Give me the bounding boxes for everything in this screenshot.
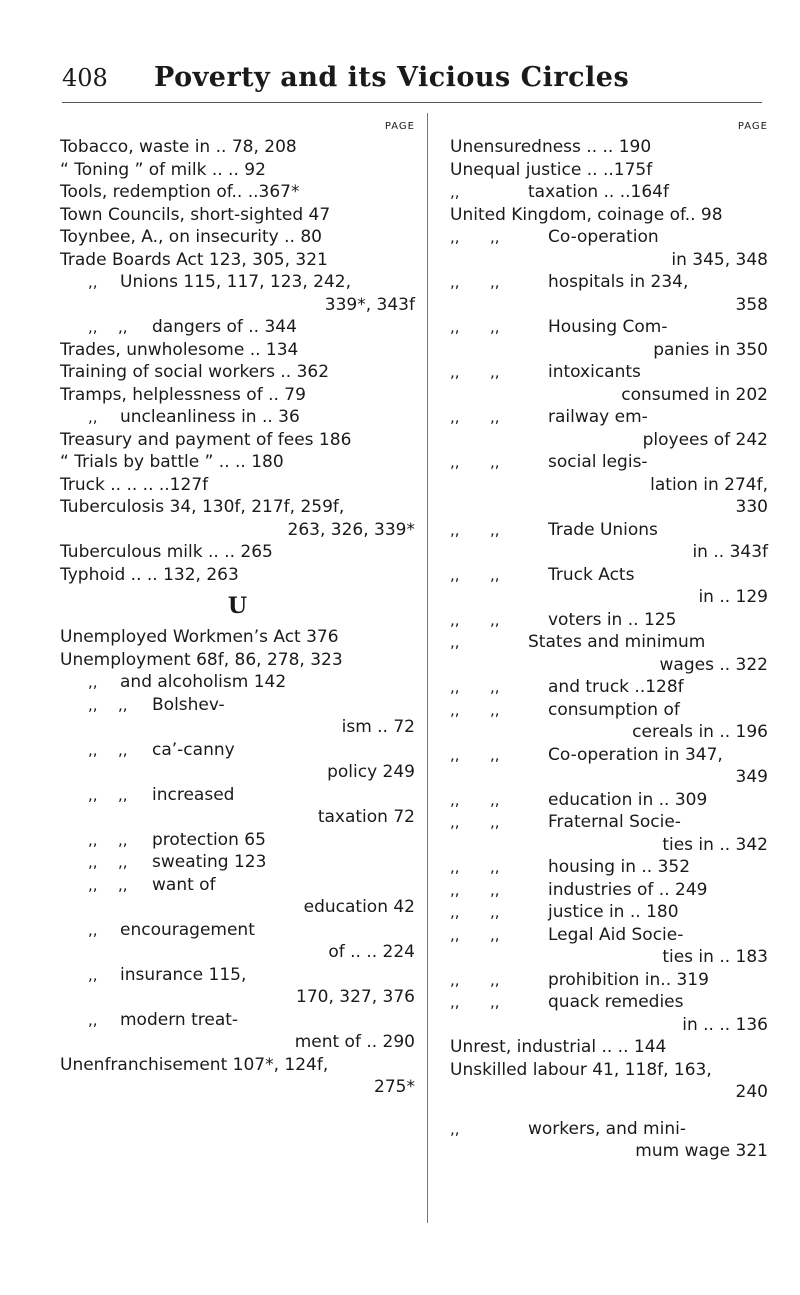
index-entry	[450, 811, 768, 856]
ditto-mark: ,,	[490, 678, 500, 696]
entry-text: quack remedies	[548, 992, 684, 1012]
entry-continuation: of .. .. 224	[328, 942, 415, 962]
index-entry	[60, 384, 415, 407]
index-entry	[60, 851, 415, 874]
ditto-mark: ,,	[450, 745, 460, 764]
entry-continuation: mum wage 321	[635, 1141, 768, 1161]
entry-text: Unions 115, 117, 123, 242,	[120, 272, 351, 292]
entry-text: United Kingdom, coinage of.. 98	[450, 204, 723, 225]
ditto-mark: ,,	[490, 318, 500, 336]
entry-text: taxation .. ..164f	[528, 182, 669, 202]
index-entry	[60, 1054, 415, 1099]
ditto-mark: ,,	[118, 695, 128, 714]
entry-continuation: 339*, 343f	[324, 294, 415, 315]
ditto-mark: ,,	[88, 318, 98, 336]
index-entry	[60, 406, 415, 429]
ditto-mark: ,,	[450, 228, 460, 246]
ditto-mark: ,,	[490, 790, 500, 809]
entry-continuation: ployees of 242	[642, 429, 768, 450]
index-entry	[450, 271, 768, 316]
index-entry	[450, 1059, 768, 1104]
entry-text: Training of social workers .. 362	[60, 362, 330, 382]
ditto-mark: ,,	[450, 700, 460, 719]
ditto-mark: ,,	[88, 740, 98, 759]
ditto-mark: ,,	[450, 183, 460, 201]
entry-text: dangers of .. 344	[152, 317, 297, 337]
entry-text: justice in .. 180	[548, 902, 679, 922]
index-block-u-continued	[450, 136, 768, 1163]
spacer	[450, 1104, 768, 1118]
ditto-mark: ,,	[490, 700, 500, 719]
index-entry	[60, 874, 415, 919]
index-entry	[60, 964, 415, 1009]
entry-text: Legal Aid Socie-	[548, 924, 684, 945]
ditto-mark: ,,	[88, 408, 98, 426]
entry-text: Bolshev-	[152, 694, 225, 715]
index-entry	[60, 564, 415, 587]
entry-text: sweating 123	[152, 852, 267, 872]
entry-text: housing in .. 352	[548, 857, 691, 877]
entry-text: Unrest, industrial .. .. 144	[450, 1037, 667, 1057]
index-entry	[60, 159, 415, 182]
running-header	[62, 62, 762, 103]
entry-continuation: cereals in .. 196	[632, 722, 768, 742]
ditto-mark: ,,	[88, 965, 98, 984]
ditto-mark: ,,	[450, 903, 460, 921]
index-entry	[450, 1118, 768, 1163]
entry-text: Unequal justice .. ..175f	[450, 159, 653, 180]
ditto-mark: ,,	[118, 830, 128, 849]
index-entry	[450, 609, 768, 632]
entry-continuation: 263, 326, 339*	[287, 519, 415, 540]
entry-text: insurance 115,	[120, 964, 247, 985]
entry-text: industries of .. 249	[548, 879, 708, 900]
entry-continuation: education 42	[303, 897, 415, 917]
index-entry	[450, 699, 768, 744]
ditto-mark: ,,	[490, 858, 500, 876]
ditto-mark: ,,	[450, 678, 460, 696]
entry-text: intoxicants	[548, 362, 641, 382]
entry-continuation: panies in 350	[653, 339, 768, 360]
ditto-mark: ,,	[490, 610, 500, 629]
entry-text: Co-operation in 347,	[548, 744, 723, 765]
ditto-mark: ,,	[118, 785, 128, 804]
ditto-mark: ,,	[490, 925, 500, 944]
index-block-u	[60, 626, 415, 1099]
entry-text: “ Toning ” of milk .. .. 92	[60, 159, 266, 180]
entry-continuation: lation in 274f,	[650, 474, 768, 495]
index-entry	[60, 694, 415, 739]
ditto-mark: ,,	[490, 993, 500, 1011]
entry-continuation: 358	[735, 294, 768, 315]
entry-text: Trades, unwholesome .. 134	[60, 339, 299, 360]
ditto-mark: ,,	[450, 858, 460, 876]
entry-continuation: ment of .. 290	[294, 1032, 415, 1052]
entry-continuation: in 345, 348	[671, 249, 768, 270]
index-entry	[450, 924, 768, 969]
ditto-mark: ,,	[490, 408, 500, 426]
entry-text: Tools, redemption of.. ..367*	[60, 182, 300, 202]
entry-text: “ Trials by battle ” .. .. 180	[60, 452, 284, 472]
entry-text: Unskilled labour 41, 118f, 163,	[450, 1059, 712, 1080]
ditto-mark: ,,	[490, 565, 500, 584]
ditto-mark: ,,	[118, 740, 128, 759]
entry-text: modern treat-	[120, 1009, 239, 1030]
index-entry	[60, 204, 415, 227]
entry-text: States and minimum	[528, 632, 706, 652]
index-entry	[60, 784, 415, 829]
entry-text: and alcoholism 142	[120, 672, 287, 692]
entry-continuation: in .. .. 136	[682, 1014, 768, 1035]
entry-text: Tuberculosis 34, 130f, 217f, 259f,	[60, 497, 345, 517]
ditto-mark: ,,	[450, 633, 460, 651]
entry-text: and truck ..128f	[548, 677, 684, 697]
index-entry	[60, 226, 415, 249]
ditto-mark: ,,	[490, 363, 500, 381]
entry-text: protection 65	[152, 829, 266, 850]
entry-continuation: wages .. 322	[659, 654, 768, 675]
index-entry	[450, 316, 768, 361]
ditto-mark: ,,	[450, 1119, 460, 1138]
index-entry	[450, 496, 768, 519]
index-entry	[450, 159, 768, 182]
entry-continuation: policy 249	[327, 762, 415, 782]
entry-text: Trade Unions	[548, 519, 658, 540]
entry-text: Truck Acts	[548, 564, 635, 585]
index-entry	[60, 136, 415, 159]
index-entry	[450, 969, 768, 992]
index-entry	[450, 1036, 768, 1059]
index-entry	[450, 789, 768, 812]
ditto-mark: ,,	[450, 520, 460, 539]
index-entry	[450, 631, 768, 676]
index-entry	[60, 249, 415, 272]
page-column-label: PAGE	[384, 121, 415, 132]
entry-continuation: 240	[735, 1082, 768, 1102]
index-entry	[450, 879, 768, 902]
index-entry	[60, 451, 415, 474]
index-entry	[450, 136, 768, 159]
index-entry	[450, 406, 768, 451]
entry-continuation: in .. 343f	[692, 542, 768, 562]
entry-continuation: ties in .. 342	[662, 834, 768, 855]
ditto-mark: ,,	[88, 875, 98, 894]
entry-text: Unensuredness .. .. 190	[450, 137, 652, 157]
index-entry	[60, 496, 415, 541]
index-entry	[450, 901, 768, 924]
ditto-mark: ,,	[88, 273, 98, 291]
ditto-mark: ,,	[450, 925, 460, 944]
ditto-mark: ,,	[118, 853, 128, 871]
ditto-mark: ,,	[88, 853, 98, 871]
entry-continuation: in .. 129	[698, 587, 768, 607]
entry-text: social legis-	[548, 452, 648, 472]
entry-text: Unemployed Workmen’s Act 376	[60, 627, 339, 647]
ditto-mark: ,,	[450, 813, 460, 831]
entry-text: Co-operation	[548, 227, 659, 247]
index-entry	[450, 744, 768, 789]
index-entry	[60, 541, 415, 564]
index-entry	[450, 519, 768, 564]
ditto-mark: ,,	[88, 830, 98, 849]
entry-text: increased	[152, 784, 235, 805]
index-entry	[450, 676, 768, 699]
entry-text: Treasury and payment of fees 186	[60, 429, 352, 450]
index-entry	[60, 181, 415, 204]
index-entry	[60, 1009, 415, 1054]
entry-continuation: consumed in 202	[621, 384, 768, 405]
ditto-mark: ,,	[450, 880, 460, 899]
entry-continuation: 349	[735, 767, 768, 787]
ditto-mark: ,,	[88, 1010, 98, 1029]
entry-continuation: 330	[735, 497, 768, 517]
index-entry	[60, 339, 415, 362]
ditto-mark: ,,	[88, 673, 98, 691]
entry-continuation: ism .. 72	[341, 717, 415, 737]
ditto-mark: ,,	[450, 993, 460, 1011]
ditto-mark: ,,	[450, 318, 460, 336]
index-entry	[60, 649, 415, 672]
ditto-mark: ,,	[450, 408, 460, 426]
ditto-mark: ,,	[118, 875, 128, 894]
ditto-mark: ,,	[490, 813, 500, 831]
entry-text: workers, and mini-	[528, 1118, 686, 1139]
entry-continuation: taxation 72	[317, 807, 415, 827]
page-column-label: PAGE	[737, 121, 768, 132]
index-entry	[450, 361, 768, 406]
entry-continuation: ties in .. 183	[662, 947, 768, 967]
index-entry	[60, 361, 415, 384]
index-column-left	[60, 118, 415, 1099]
entry-text: railway em-	[548, 407, 648, 427]
entry-text: uncleanliness in .. 36	[120, 407, 300, 427]
entry-text: hospitals in 234,	[548, 272, 689, 292]
index-entry	[60, 626, 415, 649]
ditto-mark: ,,	[490, 903, 500, 921]
index-column-right	[450, 118, 768, 1163]
entry-text: consumption of	[548, 699, 680, 720]
entry-text: Typhoid .. .. 132, 263	[60, 564, 239, 585]
index-entry	[450, 564, 768, 609]
ditto-mark: ,,	[450, 970, 460, 989]
entry-text: Tramps, helplessness of .. 79	[60, 384, 306, 405]
index-entry	[60, 919, 415, 964]
entry-text: Unemployment 68f, 86, 278, 323	[60, 649, 343, 670]
ditto-mark: ,,	[88, 920, 98, 939]
index-entry	[60, 316, 415, 339]
index-entry	[60, 429, 415, 452]
ditto-mark: ,,	[88, 695, 98, 714]
index-entry	[450, 226, 768, 271]
ditto-mark: ,,	[490, 520, 500, 539]
column-divider	[427, 113, 428, 1223]
ditto-mark: ,,	[118, 318, 128, 336]
index-entry	[60, 739, 415, 784]
entry-text: education in .. 309	[548, 789, 708, 810]
entry-text: encouragement	[120, 919, 255, 940]
entry-text: Fraternal Socie-	[548, 812, 681, 832]
index-entry	[60, 829, 415, 852]
entry-text: Trade Boards Act 123, 305, 321	[60, 249, 328, 270]
index-entry	[60, 671, 415, 694]
index-entry	[60, 271, 415, 316]
index-entry	[450, 204, 768, 227]
running-title: Poverty and its Vicious Circles	[154, 62, 630, 93]
ditto-mark: ,,	[450, 453, 460, 471]
index-entry	[450, 451, 768, 496]
ditto-mark: ,,	[450, 610, 460, 629]
section-letter: U	[227, 593, 248, 619]
entry-text: ca’-canny	[152, 739, 235, 760]
entry-text: Town Councils, short-sighted 47	[60, 204, 331, 225]
index-entry	[450, 181, 768, 204]
page-number: 408	[62, 64, 108, 92]
ditto-mark: ,,	[450, 273, 460, 291]
ditto-mark: ,,	[450, 790, 460, 809]
index-entry	[450, 856, 768, 879]
entry-text: Tobacco, waste in .. 78, 208	[60, 137, 297, 157]
ditto-mark: ,,	[450, 363, 460, 381]
ditto-mark: ,,	[490, 880, 500, 899]
ditto-mark: ,,	[490, 453, 500, 471]
entry-text: Toynbee, A., on insecurity .. 80	[60, 227, 322, 247]
entry-text: prohibition in.. 319	[548, 969, 709, 990]
entry-text: Tuberculous milk .. .. 265	[60, 542, 273, 562]
entry-continuation: 275*	[374, 1077, 415, 1097]
ditto-mark: ,,	[490, 273, 500, 291]
entry-text: Housing Com-	[548, 317, 668, 337]
entry-text: Unenfranchisement 107*, 124f,	[60, 1054, 329, 1075]
ditto-mark: ,,	[490, 970, 500, 989]
ditto-mark: ,,	[450, 565, 460, 584]
index-entry	[450, 991, 768, 1036]
entry-text: Truck .. .. .. ..127f	[60, 474, 209, 495]
entry-text: want of	[152, 874, 216, 895]
entry-text: voters in .. 125	[548, 609, 677, 630]
index-block-t	[60, 136, 415, 586]
ditto-mark: ,,	[490, 745, 500, 764]
entry-continuation: 170, 327, 376	[296, 987, 415, 1007]
ditto-mark: ,,	[88, 785, 98, 804]
index-entry	[60, 474, 415, 497]
ditto-mark: ,,	[490, 228, 500, 246]
